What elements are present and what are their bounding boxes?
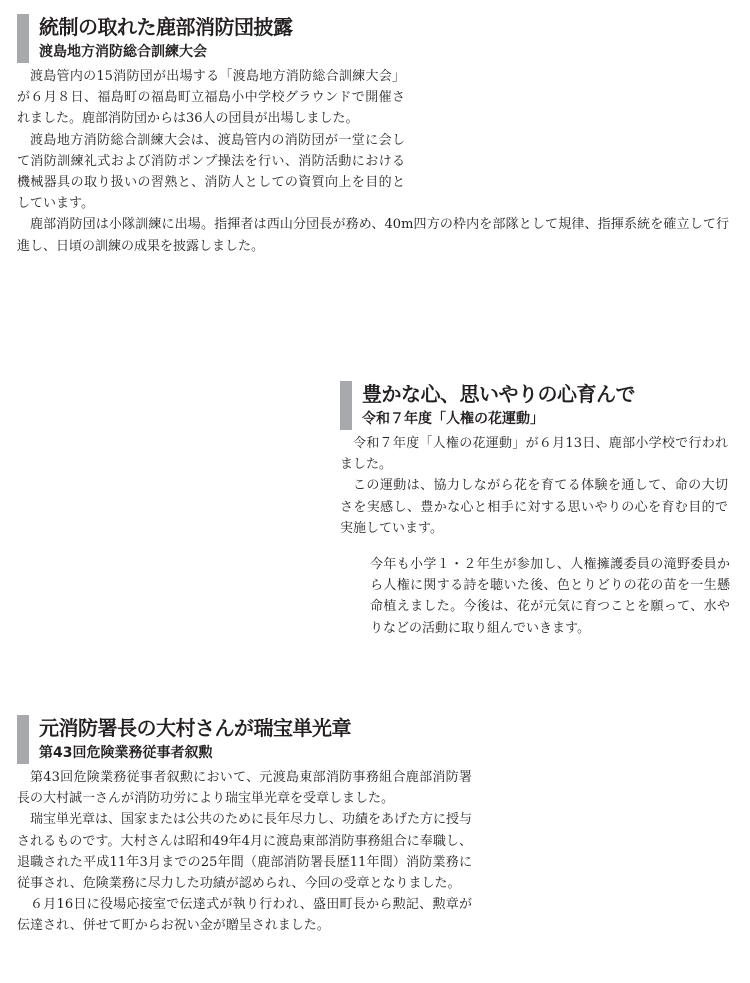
article-subtitle: 令和７年度「人権の花運動」 xyxy=(362,411,544,427)
article-header xyxy=(340,381,730,430)
paragraph: 瑞宝単光章は、国家または公共のために長年尽力し、功績をあげた方に授与されるものです。大村さんは昭和49年4月に渡島東部消防事務組合に奉職し、退職された平成11年3月までの25年間（鹿部消防署長歴11年間）消防業務に従事され、危険業務に尽力した功績が認められ、今回の受章となりました。 xyxy=(17,812,473,892)
article-fire-brigade xyxy=(17,14,729,257)
paragraph: 渡島管内の15消防団が出場する「渡島地方消防総合訓練大会」が６月８日、福島町の福島町立福島小中学校グラウンドで開催されました。鹿部消防団からは36人の団員が出場しました。 xyxy=(17,69,405,127)
paragraph: 今年も小学１・２年生が参加し、人権擁護委員の滝野委員から人権に関する詩を聴いた後、色とりどりの花の苗を一生懸命植えました。今後は、花が元気に育つことを願って、水やりなどの活動に取り組んでいきます。 xyxy=(370,557,730,636)
article-header xyxy=(17,715,487,764)
paragraph: ６月16日に役場応接室で伝達式が執り行われ、盛田町長から勲記、勲章が伝達され、併せて町からお祝い金が贈呈されました。 xyxy=(17,897,472,934)
article-body xyxy=(17,767,487,937)
article-title: 豊かな心、思いやりの心育んで xyxy=(362,382,635,406)
article-subtitle: 第43回危険業務従事者叙勲 xyxy=(39,745,213,761)
paragraph: この運動は、協力しながら花を育てる体験を通して、命の大切さを実感し、豊かな心と相手に対する思いやりの心を育む目的で実施しています。 xyxy=(340,478,728,536)
article-header xyxy=(17,14,729,63)
header-accent-bar xyxy=(17,715,29,764)
article-title: 元消防署長の大村さんが瑞宝単光章 xyxy=(39,716,351,740)
header-accent-bar xyxy=(17,14,29,63)
header-accent-bar xyxy=(340,381,352,430)
article-body-wide xyxy=(17,554,730,639)
article-body xyxy=(17,66,729,257)
paragraph: 鹿部消防団は小隊訓練に出場。指揮者は西山分団長が務め、40m四方の枠内を部隊として規律、指揮系統を確立して行進し、日頃の訓練の成果を披露しました。 xyxy=(17,217,729,254)
article-title: 統制の取れた鹿部消防団披露 xyxy=(39,15,293,39)
paragraph: 渡島地方消防総合訓練大会は、渡島管内の消防団が一堂に会して消防訓練礼式および消防ポンプ操法を行い、消防活動における機械器具の取り扱いの習熟と、消防人としての資質向上を目的としています。 xyxy=(17,132,405,212)
article-human-rights-flower xyxy=(340,381,730,539)
article-body xyxy=(340,433,730,539)
article-decoration xyxy=(17,715,487,937)
article-subtitle: 渡島地方消防総合訓練大会 xyxy=(39,44,207,60)
paragraph: 第43回危険業務従事者叙勲において、元渡島東部消防事務組合鹿部消防署長の大村誠一さんが消防功労により瑞宝単光章を受章しました。 xyxy=(17,770,472,807)
paragraph: 令和７年度「人権の花運動」が６月13日、鹿部小学校で行われました。 xyxy=(340,436,728,473)
